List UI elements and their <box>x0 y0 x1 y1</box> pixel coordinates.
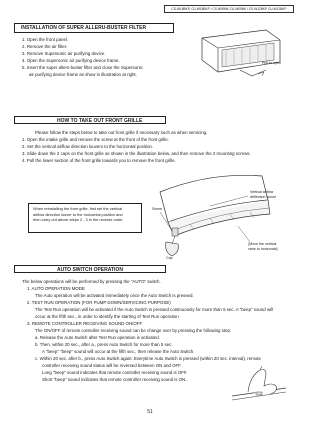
hand-press-illustration <box>230 366 288 402</box>
cap-label: Cap <box>166 256 173 260</box>
section-title-auto-switch: AUTO SWITCH OPERATION <box>14 265 166 273</box>
note-line-2: airflow direction louver to the horizontal position and <box>33 211 123 217</box>
vertical-louver-label-2: deflection louver <box>250 195 277 199</box>
front-grille-intro: Please follow the steps below to take out front grille if necessary such as when servicing. <box>35 130 208 135</box>
front-grille-step-2: 2. Set the vertical airflow direction louvers to the horizontal position. <box>22 144 154 149</box>
filter-illustration <box>196 26 284 84</box>
page-number: 51 <box>147 409 153 415</box>
section-title-front-grille: HOW TO TAKE OUT FRONT GRILLE <box>14 116 166 124</box>
front-grille-step-3: 3. Slide down the 2 caps on the front grille as shown in the illustration below, and then remove the 2 mounting screws. <box>22 151 251 156</box>
auto-line-8: a. Release the Auto Switch after Test Run operation is activated. <box>35 335 160 340</box>
auto-line-0: The below operations will be performed by pressing the "AUTO" switch. <box>22 279 161 284</box>
auto-line-1: 1. AUTO OPERATION MODE <box>27 286 85 291</box>
vertical-louver-label: Vertical airflow <box>250 190 274 194</box>
move-vane-label-1: (Move the vertical <box>248 242 277 246</box>
pull-to-open-label: Pull to open <box>262 61 281 65</box>
auto-line-11: c. Within 20 sec. after b., press Auto Switch again: Everytime Auto Switch is pressed (within 20 sec. interval), remote <box>35 356 261 361</box>
filter-step-5: 5. Insert the super allers-buster filter and close the Supersonic <box>22 65 143 70</box>
filter-step-4: 4. Open the Supersonic air purifying device frame. <box>22 58 120 63</box>
filter-step-3: 3. Remove Supersonic air purifying device. <box>22 51 106 56</box>
reinstall-note <box>28 203 142 233</box>
auto-line-5: occur at the fifth sec., in order to identify the starting of Test Run operation <box>35 314 179 319</box>
section-title-filter: INSTALLATION OF SUPER ALLERU-BUSTER FILTER <box>14 23 174 33</box>
auto-line-10: A "beep" "beep" sound will occur at the fifth sec., then release the Auto Switch. <box>42 349 195 354</box>
move-vane-label-2: vane to horizontal) <box>248 247 278 251</box>
filter-step-5-cont: air purifying device frame as show in illustration at right. <box>29 72 137 77</box>
filter-step-1: 1. Open the front panel. <box>22 37 69 42</box>
auto-line-3: 2. TEST RUN OPERATION (FOR PUMP DOWN/SERVICING PURPOSE) <box>27 300 171 305</box>
auto-line-14: Short "beep" sound indicates that remote controller receiving sound is ON. <box>42 377 187 382</box>
screw-label: Screw <box>152 207 162 211</box>
filter-step-2: 2. Remove the air filter. <box>22 44 68 49</box>
auto-line-2: The Auto operation will be activated immediately once the Auto Switch is pressed. <box>35 293 194 298</box>
auto-line-12: controller receiving sound status will be reversed between ON and OFF. <box>42 363 182 368</box>
auto-line-9: b. Then, within 20 sec., after a., press Auto Switch for more than 5 sec. <box>35 342 173 347</box>
auto-line-7: The ON/OFF of remote controller receiving sound can be change over by pressing the following step: <box>35 328 232 333</box>
model-header: CS-W18BKP, CU-W18BKP / CS-W09BK CU-W09BK / CS-W12BKP CU-W12BKP <box>164 5 294 13</box>
note-line-3: then carry out above steps 2 - 3 in the reverse order. <box>33 217 124 222</box>
note-line-1: When reinstalling the front grille, first set the vertical <box>33 206 123 211</box>
auto-line-6: 3. REMOTE CONTROLLER RECEIVING SOUND ON/OFF <box>27 321 143 326</box>
front-grille-step-4: 4. Pull the lower section of the front grille towards you to remove the front grille. <box>22 158 176 163</box>
auto-line-13: Long "beep" sound indicates that remote controller receiving sound is OFF. <box>42 370 188 375</box>
auto-line-4: The Test Run operation will be activated if the Auto Switch is pressed continuously for more than 5 sec. A "beep" sound will <box>35 307 274 312</box>
front-grille-step-1: 1. Open the intake grille and remove the screw at the front of the front grille. <box>22 137 169 142</box>
